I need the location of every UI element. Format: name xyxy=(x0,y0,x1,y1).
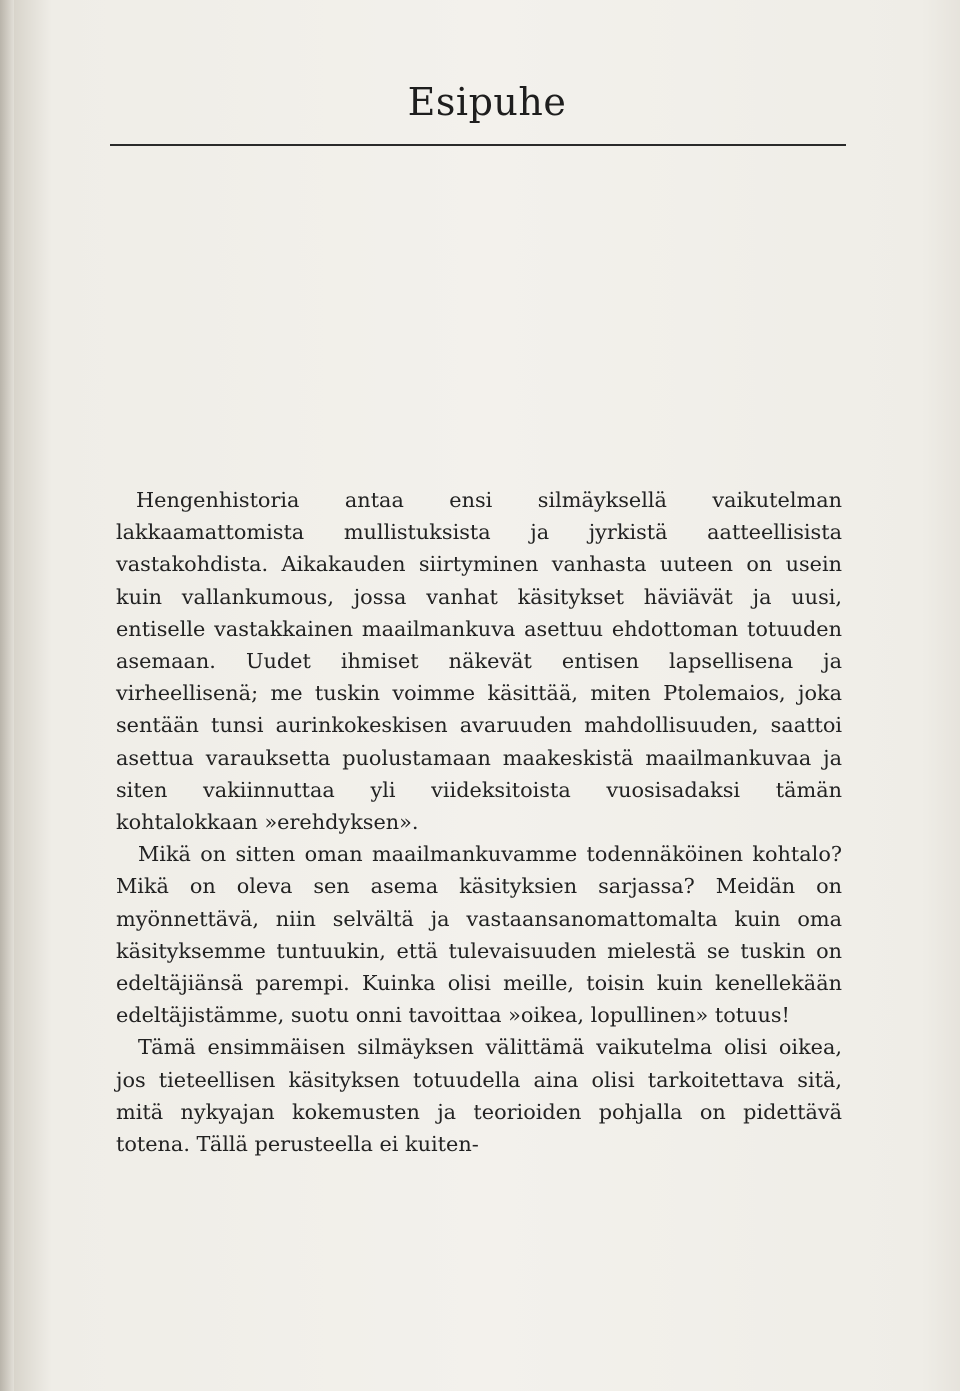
book-page xyxy=(14,0,960,1391)
paragraph-2: Mikä on sitten oman maailmankuvamme todennäköinen kohtalo? Mikä on oleva sen asema käsityksien sarjassa? Meidän on myönnettävä, niin selvältä ja vastaansanomattomalta kuin oma käsityksemme tuntuukin, että tulevaisuuden mielestä se tuskin on edeltäjiänsä parempi. Kuinka olisi meille, toisin kuin kenellekään edeltäjistämme, suotu onni tavoittaa »oikea, lopullinen» totuus! xyxy=(116,842,842,1028)
book-spine-shadow xyxy=(0,0,14,1391)
paragraph-3: Tämä ensimmäisen silmäyksen välittämä vaikutelma olisi oikea, jos tieteellisen käsityksen totuudella aina olisi tarkoitettava sitä, mitä nykyajan kokemusten ja teorioiden pohjalla on pidettävä totena. Tällä perusteella ei kuiten- xyxy=(116,1035,842,1157)
body-text xyxy=(116,484,842,1160)
page-title: Esipuhe xyxy=(407,80,567,124)
paragraph-1: Hengenhistoria antaa ensi silmäyksellä vaikutelman lakkaamattomista mullistuksista ja jyrkistä aatteellisista vastakohdista. Aikakauden siirtyminen vanhasta uuteen on usein kuin vallankumous, jossa vanhat käsitykset häviävät ja uusi, entiselle vastakkainen maailmankuva asettuu ehdottoman totuuden asemaan. Uudet ihmiset näkevät entisen lapsellisena ja virheellisenä; me tuskin voimme käsittää, miten Ptolemaios, joka sentään tunsi aurinkokeskisen avaruuden mahdollisuuden, saattoi asettua varauksetta puolustamaan maakeskistä maailmankuvaa ja siten vakiinnuttaa yli viideksitoista vuosisadaksi tämän kohtalokkaan »erehdyksen». xyxy=(116,488,842,835)
title-rule xyxy=(110,144,846,146)
